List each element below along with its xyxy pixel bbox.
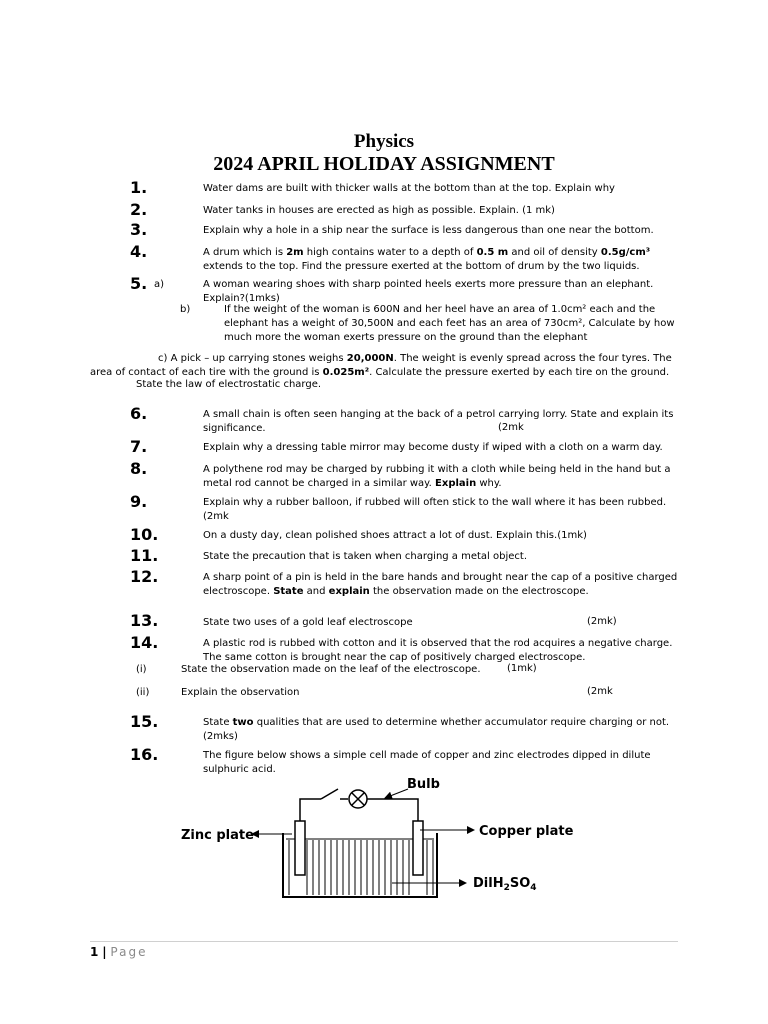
q14-number: 14. [130, 633, 159, 652]
q11-text: State the precaution that is taken when charging a metal object. [203, 551, 528, 562]
zinc-label: Zinc plate [181, 828, 254, 843]
q14ii-marks: (2mk [587, 686, 613, 697]
footer-divider [90, 941, 678, 942]
q4-number: 4. [130, 242, 148, 261]
acid-label: $DilH_2SO_4$ [473, 876, 537, 893]
copper-label: Copper plate [479, 824, 574, 839]
q14ii-label: (ii) [136, 687, 150, 698]
subject-title: Physics [353, 131, 415, 152]
q2-number: 2. [130, 200, 148, 219]
wire-right [367, 799, 418, 821]
q14i-text: State the observation made on the leaf of the electroscope. [181, 664, 481, 675]
bulb-label: Bulb [407, 777, 440, 792]
q9-number: 9. [130, 492, 148, 511]
q5b-label: b) [180, 304, 191, 315]
q5a-text: A woman wearing shoes with sharp pointed heels exerts more pressure than an elephant. Explain?(1mks) [203, 279, 654, 304]
q8-text: A polythene rod may be charged by rubbing it with a cloth while being held in the hand but a metal rod cannot be charged in a similar way. Explain why. [203, 464, 671, 489]
q12-number: 12. [130, 567, 159, 586]
acid-hatching [289, 840, 433, 895]
q3-text: Explain why a hole in a ship near the surface is less dangerous than one near the bottom. [203, 225, 654, 236]
q13-marks: (2mk) [587, 616, 617, 627]
q14i-marks: (1mk) [507, 663, 537, 674]
switch-lever [321, 789, 338, 799]
page-title: 2024 APRIL HOLIDAY ASSIGNMENT [213, 153, 555, 175]
q10-text: On a dusty day, clean polished shoes attract a lot of dust. Explain this.(1mk) [203, 530, 587, 541]
q14i-label: (i) [136, 664, 147, 675]
copper-electrode [413, 821, 423, 875]
q5-number: 5. [130, 274, 148, 293]
bulb-arrow [385, 789, 408, 798]
q9-text: Explain why a rubber balloon, if rubbed will often stick to the wall where it has been rubbed. (2mk [203, 497, 667, 522]
zinc-electrode [295, 821, 305, 875]
q13-number: 13. [130, 611, 159, 630]
q5b-text: If the weight of the woman is 600N and her heel have an area of 1.0cm² each and the elephant has a weight of 30,500N and each feet has an area of 730cm², Calculate by how much more the woman exerts pressure on the ground than the elephant [224, 304, 675, 343]
q4-text: A drum which is 2m high contains water to a depth of 0.5 m and oil of density 0.5g/cm³ extends to the top. Find the pressure exerted at the bottom of drum by the two liquids. [203, 247, 651, 272]
q16-number: 16. [130, 745, 159, 764]
q14-text: A plastic rod is rubbed with cotton and it is observed that the rod acquires a negative charge. The same cotton is brought near the cap of positively charged electroscope. [203, 638, 673, 663]
q1-text: Water dams are built with thicker walls at the bottom than at the top. Explain why [203, 183, 615, 194]
q3-number: 3. [130, 220, 148, 239]
q13-text: State two uses of a gold leaf electroscope [203, 617, 413, 628]
q15-number: 15. [130, 712, 159, 731]
q5a-label: a) [154, 279, 165, 290]
q14ii-text: Explain the observation [181, 687, 300, 698]
q6-text: A small chain is often seen hanging at the back of a petrol carrying lorry. State and explain its significance. [203, 409, 674, 434]
q2-text: Water tanks in houses are erected as high as possible. Explain. (1 mk) [203, 205, 555, 216]
q6-marks: (2mk [498, 422, 524, 433]
q5d-text: State the law of electrostatic charge. [136, 379, 322, 390]
q12-text: A sharp point of a pin is held in the bare hands and brought near the cap of a positive charged electroscope. State and explain the observation made on the electroscope. [203, 572, 678, 597]
page-footer: 1 | Page [90, 945, 148, 959]
q11-number: 11. [130, 546, 159, 565]
q7-text: Explain why a dressing table mirror may become dusty if wiped with a cloth on a warm day. [203, 442, 663, 453]
q16-text: The figure below shows a simple cell made of copper and zinc electrodes dipped in dilute sulphuric acid. [203, 750, 651, 775]
q6-number: 6. [130, 404, 148, 423]
q1-number: 1. [130, 178, 148, 197]
q8-number: 8. [130, 459, 148, 478]
q10-number: 10. [130, 525, 159, 544]
wire-left [300, 799, 321, 821]
q15-text: State two qualities that are used to determine whether accumulator require charging or not. (2mks) [203, 717, 670, 742]
q7-number: 7. [130, 437, 148, 456]
q5c-text: c) A pick – up carrying stones weighs 20,000N. The weight is evenly spread across the four tyres. The area of contact of each tire with the ground is 0.025m². Calculate the pressure exerted by each tire on the ground. [90, 353, 672, 378]
